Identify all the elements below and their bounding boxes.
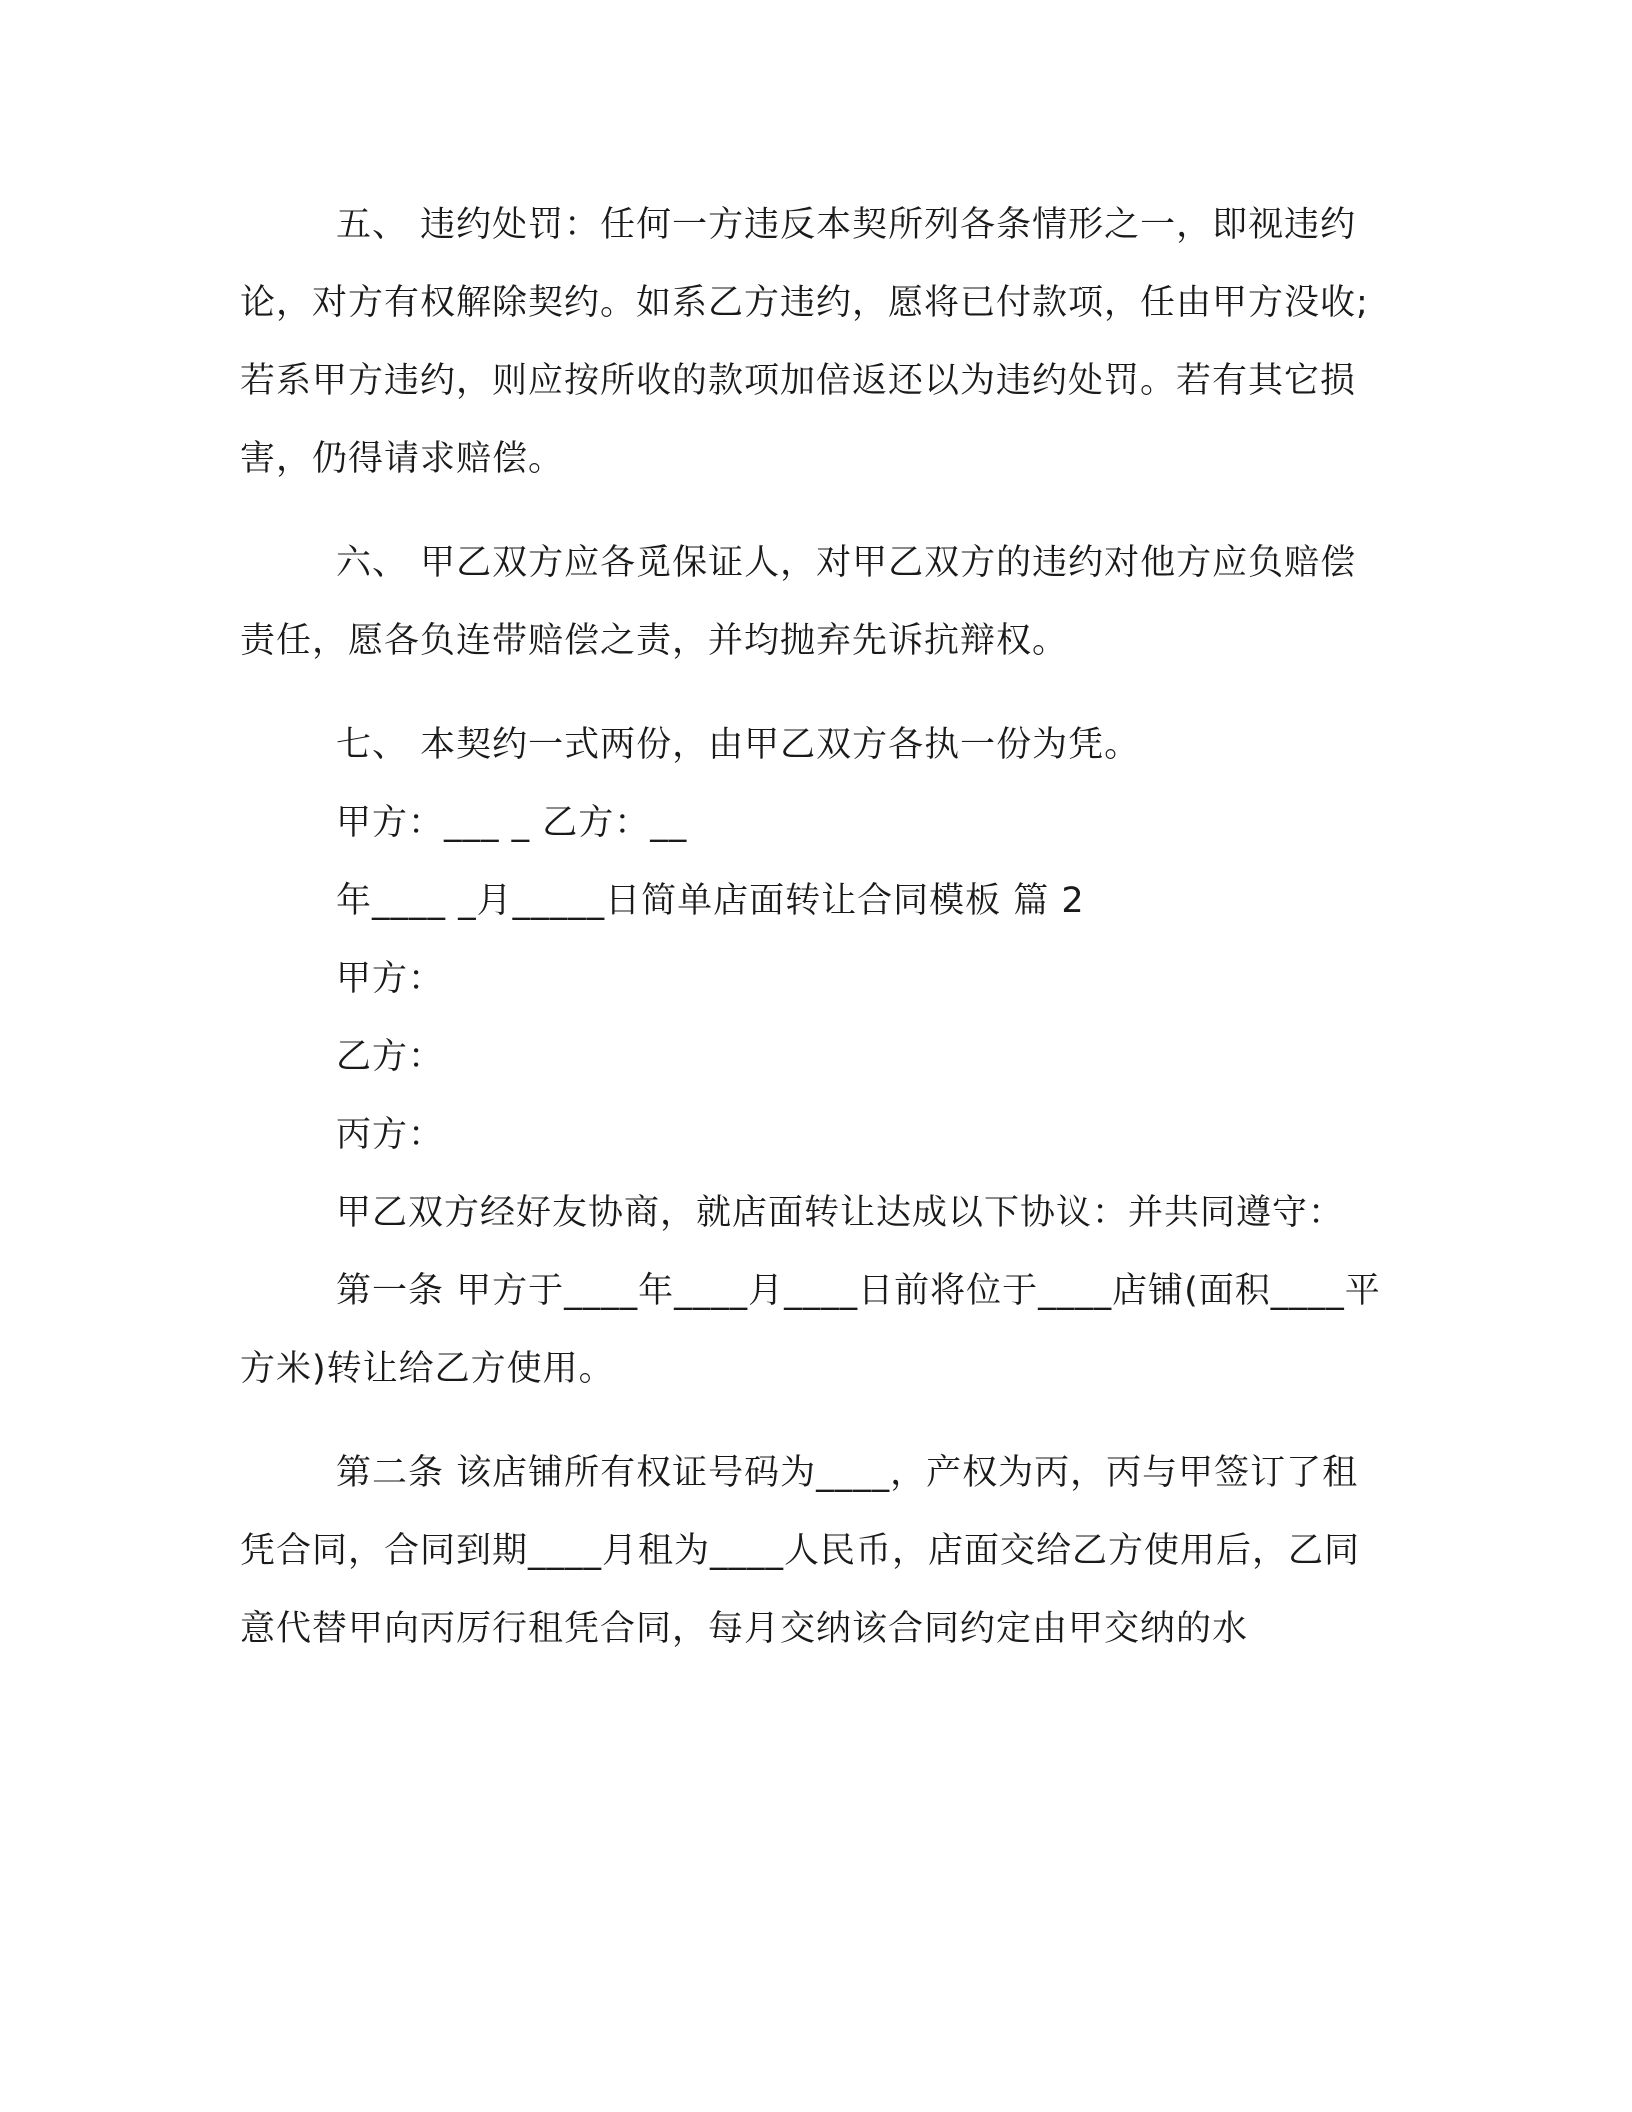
party-c-label: 丙方： [336,1115,445,1155]
clause-6-guarantor: 六、 甲乙双方应各觅保证人，对甲乙双方的违约对他方应负赔偿责任，愿各负连带赔偿之责，并均抛弃先诉抗辩权。 [240,543,1357,661]
document-page [240,186,1390,1668]
party-b-label: 乙方： [336,1037,445,1077]
clause-5-breach-penalty: 五、 违约处罚：任何一方违反本契所列各条情形之一，即视违约论，对方有权解除契约。如系乙方违约，愿将已付款项，任由甲方没收;若系甲方违约，则应按所收的款项加倍返还以为违约处罚。若有其它损害，仍得请求赔偿。 [240,205,1369,479]
agreement-intro: 甲乙双方经好友协商，就店面转让达成以下协议：并共同遵守： [336,1193,1345,1233]
article-1: 第一条 甲方于____年____月____日前将位于____店铺(面积____平方米)转让给乙方使用。 [240,1271,1381,1389]
clause-7-copies: 七、 本契约一式两份，由甲乙双方各执一份为凭。 [336,725,1141,765]
signature-line: 甲方：___ _ 乙方：__ [336,803,688,843]
article-2: 第二条 该店铺所有权证号码为____，产权为丙，丙与甲签订了租凭合同，合同到期____月租为____人民币，店面交给乙方使用后，乙同意代替甲向丙厉行租凭合同，每月交纳该合同约定由甲交纳的水 [240,1453,1361,1649]
party-a-label: 甲方： [336,959,445,999]
date-and-section-heading: 年____ _月_____日简单店面转让合同模板 篇 2 [336,881,1085,921]
